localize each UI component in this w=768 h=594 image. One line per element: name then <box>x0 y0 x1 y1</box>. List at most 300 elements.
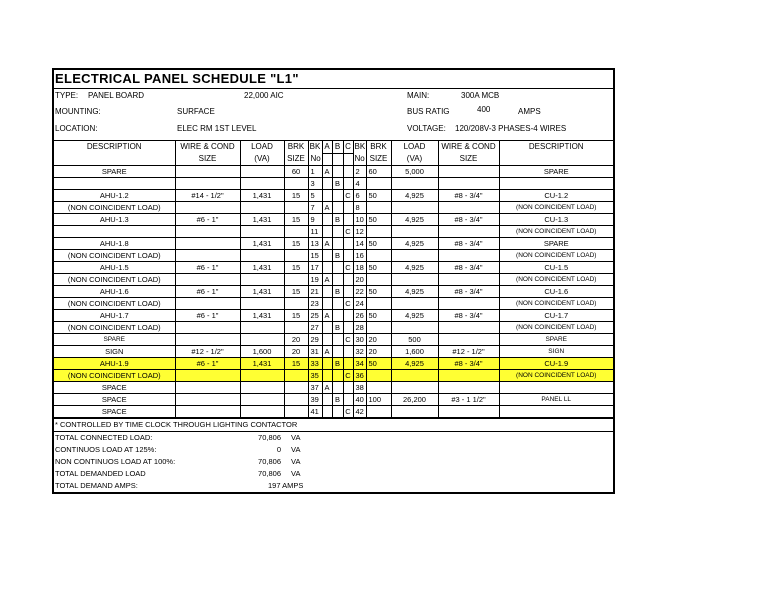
col-phase-c-header: C <box>343 141 353 154</box>
right-load: 4,925 <box>391 358 438 370</box>
circuit-row <box>54 370 613 382</box>
circuit-row <box>54 394 613 406</box>
left-circuit-number: 3 <box>308 178 322 190</box>
phase-b <box>332 262 343 274</box>
left-description: AHU-1.2 <box>54 190 175 202</box>
left-circuit-number: 7 <box>308 202 322 214</box>
left-circuit-number: 11 <box>308 226 322 238</box>
left-description: SPACE <box>54 382 175 394</box>
right-description: SPARE <box>499 166 613 178</box>
right-circuit-number: 12 <box>353 226 366 238</box>
right-wire-size: #8 - 3/4" <box>438 262 499 274</box>
circuit-row <box>54 274 613 286</box>
col-bk-right-sub: No <box>353 154 366 166</box>
left-wire-size <box>175 178 240 190</box>
location-value: ELEC RM 1ST LEVEL <box>177 124 257 133</box>
left-description: AHU-1.6 <box>54 286 175 298</box>
phase-a <box>322 190 332 202</box>
phase-c <box>343 178 353 190</box>
circuit-row <box>54 178 613 190</box>
circuit-row <box>54 262 613 274</box>
right-description: SPARE <box>499 334 613 346</box>
phase-c <box>343 274 353 286</box>
right-load <box>391 382 438 394</box>
col-load-sub: (VA) <box>240 154 284 166</box>
phase-a <box>322 250 332 262</box>
left-wire-size: #6 - 1" <box>175 214 240 226</box>
right-breaker-size <box>366 250 391 262</box>
phase-b <box>332 190 343 202</box>
phase-c: C <box>343 334 353 346</box>
left-circuit-number: 1 <box>308 166 322 178</box>
right-breaker-size: 60 <box>366 166 391 178</box>
phase-b: B <box>332 322 343 334</box>
right-breaker-size: 50 <box>366 214 391 226</box>
right-load: 4,925 <box>391 262 438 274</box>
right-load <box>391 370 438 382</box>
left-description: AHU-1.7 <box>54 310 175 322</box>
right-load <box>391 274 438 286</box>
left-circuit-number: 27 <box>308 322 322 334</box>
phase-c: C <box>343 190 353 202</box>
phase-a: A <box>322 202 332 214</box>
right-circuit-number: 38 <box>353 382 366 394</box>
footer-total-line <box>54 432 613 444</box>
right-wire-size <box>438 334 499 346</box>
footer-total-value: 70,806 <box>258 457 281 466</box>
footer-total-unit: VA <box>291 433 301 442</box>
left-wire-size <box>175 274 240 286</box>
right-description: CU-1.2 <box>499 190 613 202</box>
phase-b: B <box>332 286 343 298</box>
left-wire-size <box>175 370 240 382</box>
right-load <box>391 202 438 214</box>
left-load <box>240 250 284 262</box>
right-wire-size <box>438 370 499 382</box>
right-load: 4,925 <box>391 214 438 226</box>
right-circuit-number: 22 <box>353 286 366 298</box>
right-wire-size <box>438 166 499 178</box>
left-description: (NON COINCIDENT LOAD) <box>54 322 175 334</box>
left-load <box>240 298 284 310</box>
right-wire-size <box>438 382 499 394</box>
left-breaker-size <box>284 382 308 394</box>
left-load <box>240 322 284 334</box>
phase-a <box>322 370 332 382</box>
right-breaker-size: 50 <box>366 262 391 274</box>
left-breaker-size: 15 <box>284 238 308 250</box>
col-description-header: DESCRIPTION <box>54 141 175 154</box>
col-brk-right-sub: SIZE <box>366 154 391 166</box>
left-breaker-size: 15 <box>284 190 308 202</box>
left-circuit-number: 21 <box>308 286 322 298</box>
right-circuit-number: 28 <box>353 322 366 334</box>
left-breaker-size <box>284 406 308 418</box>
circuit-row <box>54 346 613 358</box>
left-wire-size <box>175 406 240 418</box>
left-load: 1,431 <box>240 358 284 370</box>
phase-a <box>322 214 332 226</box>
left-breaker-size: 20 <box>284 346 308 358</box>
left-wire-size <box>175 202 240 214</box>
phase-c: C <box>343 406 353 418</box>
right-description: (NON COINCIDENT LOAD) <box>499 202 613 214</box>
phase-a <box>322 226 332 238</box>
footer-total-value: 0 <box>276 445 281 454</box>
left-breaker-size <box>284 298 308 310</box>
left-description: (NON COINCIDENT LOAD) <box>54 250 175 262</box>
col-brk-header: BRK <box>284 141 308 154</box>
left-description: SIGN <box>54 346 175 358</box>
right-load <box>391 226 438 238</box>
right-wire-size <box>438 202 499 214</box>
right-circuit-number: 34 <box>353 358 366 370</box>
phase-a <box>322 406 332 418</box>
phase-b <box>332 274 343 286</box>
left-description: AHU-1.3 <box>54 214 175 226</box>
col-bk-right-header: BK <box>353 141 366 154</box>
schedule-footer <box>54 418 613 492</box>
left-load: 1,600 <box>240 346 284 358</box>
main-value: 300A MCB <box>461 91 500 100</box>
right-wire-size <box>438 322 499 334</box>
left-load <box>240 202 284 214</box>
right-wire-size: #8 - 3/4" <box>438 358 499 370</box>
right-breaker-size <box>366 274 391 286</box>
right-description: (NON COINCIDENT LOAD) <box>499 298 613 310</box>
left-breaker-size <box>284 178 308 190</box>
circuit-row <box>54 226 613 238</box>
phase-b <box>332 166 343 178</box>
circuit-row <box>54 202 613 214</box>
right-description: SPARE <box>499 238 613 250</box>
left-description: SPARE <box>54 334 175 346</box>
left-description: (NON COINCIDENT LOAD) <box>54 370 175 382</box>
col-bk-header: BK <box>308 141 322 154</box>
col-brk-sub: SIZE <box>284 154 308 166</box>
left-circuit-number: 19 <box>308 274 322 286</box>
left-breaker-size: 60 <box>284 166 308 178</box>
location-label: LOCATION: <box>55 124 98 133</box>
phase-c <box>343 358 353 370</box>
right-breaker-size: 20 <box>366 334 391 346</box>
left-description <box>54 178 175 190</box>
phase-c: C <box>343 262 353 274</box>
col-wire-sub: SIZE <box>175 154 240 166</box>
left-breaker-size <box>284 274 308 286</box>
right-breaker-size: 50 <box>366 310 391 322</box>
right-breaker-size <box>366 322 391 334</box>
bus-unit: AMPS <box>518 107 541 116</box>
right-wire-size <box>438 298 499 310</box>
footer-total-label: CONTINUOS LOAD AT 125%: <box>55 445 157 454</box>
right-description: CU-1.9 <box>499 358 613 370</box>
circuit-row <box>54 322 613 334</box>
col-phase-c-sub <box>343 154 353 166</box>
phase-a <box>322 358 332 370</box>
left-load <box>240 394 284 406</box>
left-wire-size <box>175 226 240 238</box>
right-description <box>499 406 613 418</box>
left-description: SPARE <box>54 166 175 178</box>
phase-a: A <box>322 310 332 322</box>
right-circuit-number: 6 <box>353 190 366 202</box>
left-load: 1,431 <box>240 286 284 298</box>
right-wire-size: #3 - 1 1/2" <box>438 394 499 406</box>
circuit-row <box>54 286 613 298</box>
left-load: 1,431 <box>240 262 284 274</box>
left-breaker-size <box>284 202 308 214</box>
footer-note: * CONTROLLED BY TIME CLOCK THROUGH LIGHTING CONTACTOR <box>55 420 298 429</box>
footer-total-line <box>54 468 613 480</box>
left-description: AHU-1.9 <box>54 358 175 370</box>
left-description: AHU-1.8 <box>54 238 175 250</box>
left-description <box>54 226 175 238</box>
left-circuit-number: 15 <box>308 250 322 262</box>
col-brk-right-header: BRK <box>366 141 391 154</box>
left-breaker-size: 20 <box>284 334 308 346</box>
voltage-label: VOLTAGE: <box>407 124 446 133</box>
phase-a <box>322 178 332 190</box>
footer-total-unit: VA <box>291 469 301 478</box>
right-circuit-number: 16 <box>353 250 366 262</box>
left-description: AHU-1.5 <box>54 262 175 274</box>
right-wire-size <box>438 178 499 190</box>
phase-a <box>322 334 332 346</box>
phase-c: C <box>343 298 353 310</box>
phase-c: C <box>343 226 353 238</box>
right-breaker-size <box>366 298 391 310</box>
phase-b <box>332 226 343 238</box>
col-phase-a-header: A <box>322 141 332 154</box>
mounting-value: SURFACE <box>177 107 215 116</box>
circuit-row <box>54 298 613 310</box>
left-load <box>240 274 284 286</box>
left-circuit-number: 23 <box>308 298 322 310</box>
phase-c <box>343 394 353 406</box>
right-wire-size <box>438 250 499 262</box>
footer-total-value: 70,806 <box>258 469 281 478</box>
right-circuit-number: 26 <box>353 310 366 322</box>
type-value: PANEL BOARD <box>88 91 145 100</box>
left-load <box>240 178 284 190</box>
footer-note-line <box>54 419 613 432</box>
right-load <box>391 322 438 334</box>
col-wire-right-header: WIRE & COND <box>438 141 499 154</box>
phase-b: B <box>332 214 343 226</box>
left-circuit-number: 39 <box>308 394 322 406</box>
phase-b <box>332 370 343 382</box>
col-description-right-sub <box>499 154 613 166</box>
footer-total-line <box>54 456 613 468</box>
left-breaker-size: 15 <box>284 214 308 226</box>
phase-a: A <box>322 238 332 250</box>
phase-a <box>322 298 332 310</box>
left-circuit-number: 5 <box>308 190 322 202</box>
left-load <box>240 382 284 394</box>
left-wire-size <box>175 238 240 250</box>
circuit-row <box>54 334 613 346</box>
circuit-row <box>54 310 613 322</box>
right-description: (NON COINCIDENT LOAD) <box>499 322 613 334</box>
footer-total-label: TOTAL DEMANDED LOAD <box>55 469 146 478</box>
right-circuit-number: 20 <box>353 274 366 286</box>
circuit-row <box>54 166 613 178</box>
col-description-sub <box>54 154 175 166</box>
phase-c <box>343 214 353 226</box>
left-description: SPACE <box>54 406 175 418</box>
left-wire-size <box>175 322 240 334</box>
right-circuit-number: 2 <box>353 166 366 178</box>
right-load: 1,600 <box>391 346 438 358</box>
phase-c <box>343 202 353 214</box>
phase-a: A <box>322 382 332 394</box>
phase-b <box>332 202 343 214</box>
footer-total-value: 70,806 <box>258 433 281 442</box>
phase-c <box>343 238 353 250</box>
left-breaker-size <box>284 370 308 382</box>
phase-b: B <box>332 250 343 262</box>
left-wire-size <box>175 394 240 406</box>
phase-b <box>332 298 343 310</box>
right-circuit-number: 8 <box>353 202 366 214</box>
left-wire-size: #6 - 1" <box>175 262 240 274</box>
left-load: 1,431 <box>240 238 284 250</box>
left-circuit-number: 41 <box>308 406 322 418</box>
circuit-row <box>54 406 613 418</box>
circuit-row <box>54 382 613 394</box>
left-breaker-size <box>284 226 308 238</box>
right-wire-size: #8 - 3/4" <box>438 286 499 298</box>
phase-b <box>332 382 343 394</box>
phase-b: B <box>332 358 343 370</box>
right-circuit-number: 24 <box>353 298 366 310</box>
bus-label: BUS RATIG <box>407 107 450 116</box>
panel-schedule-sheet <box>52 68 615 494</box>
left-wire-size: #12 - 1/2" <box>175 346 240 358</box>
right-wire-size: #8 - 3/4" <box>438 238 499 250</box>
left-wire-size: #6 - 1" <box>175 286 240 298</box>
phase-a <box>322 286 332 298</box>
right-breaker-size <box>366 370 391 382</box>
right-wire-size <box>438 226 499 238</box>
right-circuit-number: 14 <box>353 238 366 250</box>
right-breaker-size <box>366 406 391 418</box>
phase-a <box>322 262 332 274</box>
right-description: SIGN <box>499 346 613 358</box>
phase-c: C <box>343 370 353 382</box>
right-load: 5,000 <box>391 166 438 178</box>
phase-c <box>343 250 353 262</box>
right-description: CU-1.7 <box>499 310 613 322</box>
phase-c <box>343 310 353 322</box>
left-wire-size <box>175 250 240 262</box>
right-circuit-number: 36 <box>353 370 366 382</box>
footer-total-label: NON CONTINUOS LOAD AT 100%: <box>55 457 176 466</box>
right-load: 4,925 <box>391 286 438 298</box>
left-load: 1,431 <box>240 190 284 202</box>
bus-value: 400 <box>477 105 491 114</box>
left-circuit-number: 37 <box>308 382 322 394</box>
phase-b <box>332 406 343 418</box>
left-circuit-number: 25 <box>308 310 322 322</box>
voltage-value: 120/208V-3 PHASES-4 WIRES <box>455 124 567 133</box>
right-breaker-size: 50 <box>366 358 391 370</box>
type-label: TYPE: <box>55 91 79 100</box>
footer-total-line <box>54 444 613 456</box>
phase-c <box>343 322 353 334</box>
left-breaker-size: 15 <box>284 286 308 298</box>
right-wire-size <box>438 406 499 418</box>
left-load: 1,431 <box>240 310 284 322</box>
footer-total-unit: VA <box>291 457 301 466</box>
total-demand-amps-label: TOTAL DEMAND AMPS: <box>55 481 138 490</box>
left-wire-size <box>175 334 240 346</box>
footer-totals <box>54 432 613 480</box>
left-circuit-number: 31 <box>308 346 322 358</box>
circuit-table <box>54 141 613 418</box>
left-breaker-size: 15 <box>284 310 308 322</box>
phase-b <box>332 346 343 358</box>
right-description: CU-1.6 <box>499 286 613 298</box>
right-breaker-size <box>366 202 391 214</box>
right-breaker-size <box>366 226 391 238</box>
phase-b: B <box>332 178 343 190</box>
left-load <box>240 226 284 238</box>
total-demand-amps-value: 197 AMPS <box>268 481 304 490</box>
phase-a: A <box>322 274 332 286</box>
phase-a <box>322 394 332 406</box>
main-label: MAIN: <box>407 91 430 100</box>
right-breaker-size: 50 <box>366 190 391 202</box>
right-description: CU-1.5 <box>499 262 613 274</box>
footer-total-label: TOTAL CONNECTED LOAD: <box>55 433 153 442</box>
phase-c <box>343 346 353 358</box>
col-load-header: LOAD <box>240 141 284 154</box>
right-description <box>499 382 613 394</box>
right-wire-size <box>438 274 499 286</box>
right-load: 4,925 <box>391 238 438 250</box>
footer-total-unit: VA <box>291 445 301 454</box>
left-circuit-number: 17 <box>308 262 322 274</box>
right-circuit-number: 4 <box>353 178 366 190</box>
right-load: 4,925 <box>391 310 438 322</box>
circuit-row <box>54 250 613 262</box>
left-wire-size <box>175 166 240 178</box>
circuit-row <box>54 190 613 202</box>
col-wire-header: WIRE & COND <box>175 141 240 154</box>
right-circuit-number: 30 <box>353 334 366 346</box>
left-wire-size: #6 - 1" <box>175 310 240 322</box>
left-description: (NON COINCIDENT LOAD) <box>54 298 175 310</box>
left-load <box>240 370 284 382</box>
phase-c <box>343 286 353 298</box>
right-description: (NON COINCIDENT LOAD) <box>499 274 613 286</box>
phase-c <box>343 166 353 178</box>
right-breaker-size: 50 <box>366 286 391 298</box>
total-demand-amps-line <box>54 480 613 492</box>
panel-title: ELECTRICAL PANEL SCHEDULE "L1" <box>54 70 613 89</box>
phase-b <box>332 238 343 250</box>
right-circuit-number: 42 <box>353 406 366 418</box>
right-description: (NON COINCIDENT LOAD) <box>499 370 613 382</box>
col-wire-right-sub: SIZE <box>438 154 499 166</box>
right-load <box>391 298 438 310</box>
right-wire-size: #8 - 3/4" <box>438 214 499 226</box>
phase-b: B <box>332 394 343 406</box>
left-wire-size: #6 - 1" <box>175 358 240 370</box>
right-load <box>391 178 438 190</box>
